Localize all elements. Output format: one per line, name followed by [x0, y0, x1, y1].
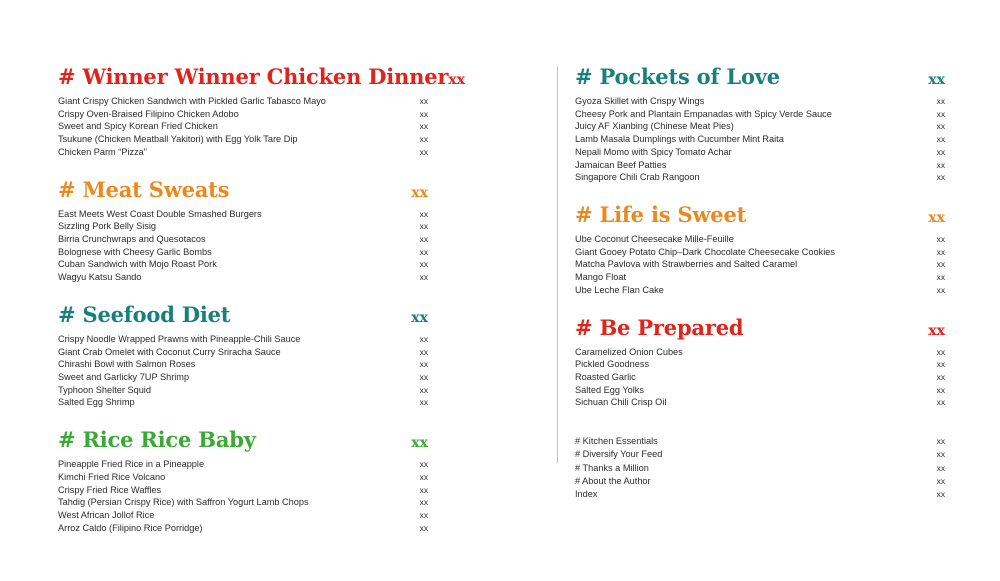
toc-entry[interactable]	[58, 246, 428, 259]
entry-title: Tsukune (Chicken Meatball Yakitori) with Egg Yolk Tare Dip	[58, 134, 298, 145]
entry-title: Lamb Masala Dumplings with Cucumber Mint Raita	[575, 134, 784, 145]
entry-title: Sichuan Chili Crisp Oil	[575, 397, 667, 408]
entry-title: Sizzling Pork Belly Sisig	[58, 221, 157, 232]
entry-title: Ube Coconut Cheesecake Mille-Feuille	[575, 234, 734, 245]
toc-section	[58, 429, 428, 534]
toc-section	[575, 314, 945, 410]
toc-entry[interactable]	[58, 522, 428, 535]
entry-page-number: xx	[936, 488, 945, 499]
toc-entry[interactable]	[575, 396, 945, 409]
toc-entry[interactable]	[575, 108, 945, 121]
entry-page-number: xx	[419, 146, 428, 157]
toc-entry[interactable]	[58, 133, 428, 146]
section-header	[58, 176, 428, 202]
entry-page-number: xx	[419, 208, 428, 219]
entry-page-number: xx	[419, 471, 428, 482]
entry-page-number: xx	[936, 436, 945, 447]
section-page-number: xx	[448, 72, 465, 88]
toc-entry[interactable]	[58, 484, 428, 497]
toc-entry[interactable]	[575, 371, 945, 384]
entry-title: Crispy Noodle Wrapped Prawns with Pineapple-Chili Sauce	[58, 333, 301, 344]
entry-page-number: xx	[419, 384, 428, 395]
entry-title: Pickled Goodness	[575, 359, 650, 370]
entry-title: Kimchi Fried Rice Volcano	[58, 471, 166, 482]
toc-entry[interactable]	[58, 271, 428, 284]
section-title: # Winner Winner Chicken Dinner	[58, 64, 449, 89]
section-title: # Life is Sweet	[575, 201, 747, 227]
section-header	[58, 301, 428, 327]
entry-title: Birria Crunchwraps and Quesotacos	[58, 234, 206, 245]
entry-page-number: xx	[419, 397, 428, 408]
toc-entry[interactable]	[58, 396, 428, 409]
toc-entry[interactable]	[58, 371, 428, 384]
toc-entry[interactable]	[575, 435, 945, 448]
entry-page-number: xx	[419, 246, 428, 257]
toc-section	[58, 176, 428, 284]
entry-title: Wagyu Katsu Sando	[58, 272, 142, 283]
entry-page-number: xx	[936, 384, 945, 395]
toc-entry[interactable]	[575, 120, 945, 133]
section-page-number: xx	[928, 322, 945, 339]
entry-page-number: xx	[419, 359, 428, 370]
toc-entry[interactable]	[575, 271, 945, 284]
toc-entry[interactable]	[58, 384, 428, 397]
entry-page-number: xx	[419, 484, 428, 495]
entry-page-number: xx	[936, 284, 945, 295]
entry-title: Jamaican Beef Patties	[575, 159, 667, 170]
section-header	[58, 64, 465, 89]
entry-page-number: xx	[419, 96, 428, 107]
entry-title: Ube Leche Flan Cake	[575, 284, 664, 295]
back-matter-list	[575, 435, 945, 501]
entry-page-number: xx	[936, 121, 945, 132]
entry-title: Salted Egg Yolks	[575, 384, 644, 395]
entry-title: Roasted Garlic	[575, 371, 636, 382]
toc-entry[interactable]	[58, 220, 428, 233]
entry-page-number: xx	[419, 234, 428, 245]
entry-title: Cheesy Pork and Plantain Empanadas with Spicy Verde Sauce	[575, 108, 832, 119]
entry-page-number: xx	[936, 234, 945, 245]
entry-page-number: xx	[419, 459, 428, 470]
section-header	[575, 66, 945, 88]
entry-page-number: xx	[419, 333, 428, 344]
toc-entry[interactable]	[58, 458, 428, 471]
entry-title: Tahdig (Persian Crispy Rice) with Saffron Yogurt Lamb Chops	[58, 497, 309, 508]
entry-title: Juicy AF Xianbing (Chinese Meat Pies)	[575, 121, 734, 132]
entry-title: Matcha Pavlova with Strawberries and Salted Caramel	[575, 259, 798, 270]
entry-page-number: xx	[419, 272, 428, 283]
entry-page-number: xx	[936, 475, 945, 486]
toc-entry[interactable]	[58, 509, 428, 522]
toc-entry[interactable]	[575, 462, 945, 475]
toc-entry[interactable]	[575, 246, 945, 259]
toc-entry[interactable]	[58, 95, 428, 108]
toc-entry[interactable]	[58, 120, 428, 133]
section-page-number: xx	[411, 184, 428, 201]
entry-title: Nepali Momo with Spicy Tomato Achar	[575, 146, 732, 157]
entry-title: Gyoza Skillet with Crispy Wings	[575, 96, 705, 107]
toc-section	[58, 301, 428, 409]
entry-title: Bolognese with Cheesy Garlic Bombs	[58, 246, 212, 257]
toc-entry[interactable]	[58, 496, 428, 509]
entry-page-number: xx	[419, 121, 428, 132]
toc-entry[interactable]	[58, 333, 428, 346]
toc-entry[interactable]	[575, 159, 945, 172]
section-header	[575, 201, 945, 227]
toc-entry[interactable]	[58, 258, 428, 271]
section-page-number: xx	[928, 209, 945, 226]
entry-title: Chirashi Bowl with Salmon Roses	[58, 359, 196, 370]
toc-entry[interactable]	[575, 171, 945, 184]
entry-page-number: xx	[936, 172, 945, 183]
entry-page-number: xx	[419, 522, 428, 533]
entry-page-number: xx	[936, 108, 945, 119]
left-column	[58, 64, 465, 554]
entry-page-number: xx	[936, 146, 945, 157]
toc-entry[interactable]	[575, 133, 945, 146]
column-divider	[557, 66, 558, 463]
entry-page-number: xx	[419, 346, 428, 357]
section-page-number: xx	[928, 72, 945, 88]
entry-page-number: xx	[419, 134, 428, 145]
entry-title: Caramelized Onion Cubes	[575, 346, 683, 357]
entry-title: Sweet and Spicy Korean Fried Chicken	[58, 121, 218, 132]
entry-title: Index	[575, 488, 598, 499]
toc-entry[interactable]	[575, 95, 945, 108]
section-title: # Meat Sweats	[58, 176, 230, 202]
entry-title: Sweet and Garlicky 7UP Shrimp	[58, 371, 190, 382]
entry-title: Giant Gooey Potato Chip–Dark Chocolate Cheesecake Cookies	[575, 246, 835, 257]
entry-title: Salted Egg Shrimp	[58, 397, 135, 408]
entry-page-number: xx	[936, 346, 945, 357]
toc-section	[58, 64, 465, 159]
entry-title: Pineapple Fried Rice in a Pineapple	[58, 459, 205, 470]
toc-entry[interactable]	[575, 284, 945, 297]
entry-title: Crispy Oven-Braised Filipino Chicken Adobo	[58, 108, 239, 119]
toc-section	[575, 66, 945, 184]
section-header	[58, 429, 428, 451]
entry-page-number: xx	[419, 259, 428, 270]
toc-entry[interactable]	[575, 448, 945, 461]
entry-title: # Thanks a Million	[575, 462, 649, 473]
entry-page-number: xx	[419, 371, 428, 382]
entry-title: Singapore Chili Crab Rangoon	[575, 172, 700, 183]
entry-page-number: xx	[936, 259, 945, 270]
entry-title: West African Jollof Rice	[58, 509, 155, 520]
entry-page-number: xx	[936, 272, 945, 283]
section-title: # Be Prepared	[575, 314, 744, 340]
entry-page-number: xx	[936, 359, 945, 370]
section-page-number: xx	[411, 309, 428, 326]
toc-entry[interactable]	[575, 384, 945, 397]
toc-entry[interactable]	[58, 208, 428, 221]
entry-page-number: xx	[419, 509, 428, 520]
entry-page-number: xx	[936, 449, 945, 460]
entry-page-number: xx	[936, 134, 945, 145]
toc-entry[interactable]	[575, 358, 945, 371]
entry-title: # About the Author	[575, 475, 651, 486]
section-title: # Rice Rice Baby	[58, 427, 256, 453]
toc-entry[interactable]	[575, 258, 945, 271]
entry-title: Crispy Fried Rice Waffles	[58, 484, 162, 495]
entry-title: Arroz Caldo (Filipino Rice Porridge)	[58, 522, 203, 533]
entry-page-number: xx	[419, 221, 428, 232]
toc-entry[interactable]	[58, 233, 428, 246]
entry-page-number: xx	[936, 397, 945, 408]
section-title: # Seefood Diet	[58, 301, 231, 327]
entry-title: Mango Float	[575, 272, 627, 283]
section-page-number: xx	[411, 435, 428, 452]
toc-entry[interactable]	[58, 358, 428, 371]
entry-title: # Kitchen Essentials	[575, 436, 658, 447]
toc-entry[interactable]	[58, 346, 428, 359]
entry-title: Giant Crispy Chicken Sandwich with Pickled Garlic Tabasco Mayo	[58, 96, 326, 107]
toc-entry[interactable]	[58, 108, 428, 121]
toc-entry[interactable]	[575, 233, 945, 246]
entry-title: East Meets West Coast Double Smashed Burgers	[58, 208, 262, 219]
entry-page-number: xx	[936, 371, 945, 382]
toc-entry[interactable]	[575, 146, 945, 159]
toc-entry[interactable]	[58, 471, 428, 484]
entry-page-number: xx	[936, 462, 945, 473]
right-column	[575, 66, 945, 501]
entry-page-number: xx	[936, 246, 945, 257]
toc-entry[interactable]	[575, 488, 945, 501]
entry-page-number: xx	[936, 159, 945, 170]
entry-title: Typhoon Shelter Squid	[58, 384, 151, 395]
entry-title: # Diversify Your Feed	[575, 449, 663, 460]
toc-entry[interactable]	[58, 146, 428, 159]
entry-page-number: xx	[936, 96, 945, 107]
entry-title: Giant Crab Omelet with Coconut Curry Sriracha Sauce	[58, 346, 281, 357]
entry-page-number: xx	[419, 497, 428, 508]
entry-title: Cuban Sandwich with Mojo Roast Pork	[58, 259, 217, 270]
entry-page-number: xx	[419, 108, 428, 119]
toc-entry[interactable]	[575, 475, 945, 488]
section-title: # Pockets of Love	[575, 64, 780, 89]
toc-entry[interactable]	[575, 346, 945, 359]
entry-title: Chicken Parm “Pizza”	[58, 146, 147, 157]
toc-section	[575, 201, 945, 297]
section-header	[575, 314, 945, 340]
